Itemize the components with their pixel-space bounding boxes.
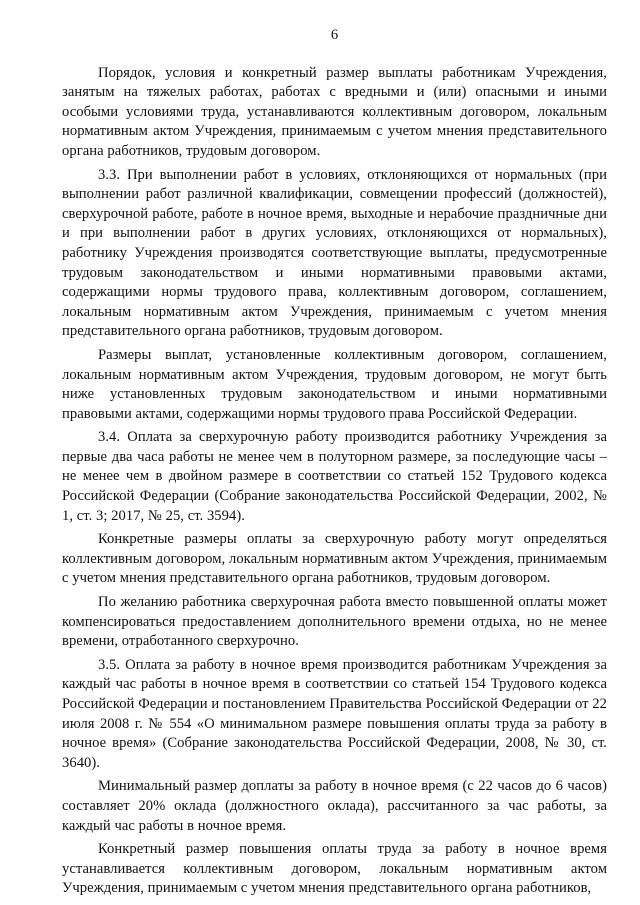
paragraph-night-specific: Конкретный размер повышения оплаты труда за работу в ночное время устанавливается коллективным договором, локальным нормативным актом Учреждения, принимаемым с учетом мнения представительного органа работников, xyxy=(62,841,607,897)
paragraph-working-conditions: Порядок, условия и конкретный размер выплаты работникам Учреждения, занятым на тяжелых работах, работах с вредными и (или) опасными и иными особыми условиями труда, устанавливаются коллективным договором, локальным нормативным актом Учреждения, принимаемым с учетом мнения представительного органа работников, трудовым договором. xyxy=(62,64,607,159)
paragraph-3-5: 3.5. Оплата за работу в ночное время производится работникам Учреждения за каждый час работы в ночное время в соответствии со статьей 154 Трудового кодекса Российской Федерации и постановлением Правительства Российской Федерации от 22 июля 2008 г. № 554 «О минимальном размере повышения оплаты труда за работу в ночное время» (Собрание законодательства Российской Федерации, 2008, № 30, ст. 3640). xyxy=(62,656,607,771)
paragraph-overtime-amounts: Конкретные размеры оплаты за сверхурочную работу могут определяться коллективным договором, локальным нормативным актом Учреждения, принимаемым с учетом мнения представительного органа работников, трудовым договором. xyxy=(62,531,607,587)
document-page xyxy=(62,26,607,903)
paragraph-payment-amounts: Размеры выплат, установленные коллективным договором, соглашением, локальным нормативным актом Учреждения, трудовым договором, не могут быть ниже установленных трудовым законодательством и иными нормативными правовыми актами, содержащими нормы трудового права Российской Федерации. xyxy=(62,346,607,422)
paragraph-3-3: 3.3. При выполнении работ в условиях, отклоняющихся от нормальных (при выполнении работ различной квалификации, совмещении профессий (должностей), сверхурочной работе, работе в ночное время, выходные и нерабочие праздничные дни и при выполнении работ в других условиях, отклоняющихся от нормальных), работнику Учреждения производятся соответствующие выплаты, предусмотренные трудовым законодательством и иными нормативными правовыми актами, содержащими нормы трудового права, коллективным договором, соглашением, локальным нормативным актом Учреждения, принимаемым с учетом мнения представительного органа работников, трудовым договором. xyxy=(62,166,607,340)
paragraph-overtime-compensation: По желанию работника сверхурочная работа вместо повышенной оплаты может компенсироваться предоставлением дополнительного времени отдыха, но не менее времени, отработанного сверхурочно. xyxy=(62,594,607,650)
paragraph-night-minimum: Минимальный размер доплаты за работу в ночное время (с 22 часов до 6 часов) составляет 20% оклада (должностного оклада), рассчитанного за час работы, за каждый час работы в ночное время. xyxy=(62,778,607,834)
paragraph-3-4: 3.4. Оплата за сверхурочную работу производится работнику Учреждения за первые два часа работы не менее чем в полуторном размере, за последующие часы – не менее чем в двойном размере в соответствии со статьей 152 Трудового кодекса Российской Федерации (Собрание законодательства Российской Федерации, 2002, № 1, ст. 3; 2017, № 25, ст. 3594). xyxy=(62,429,607,524)
page-number: 6 xyxy=(330,27,339,43)
